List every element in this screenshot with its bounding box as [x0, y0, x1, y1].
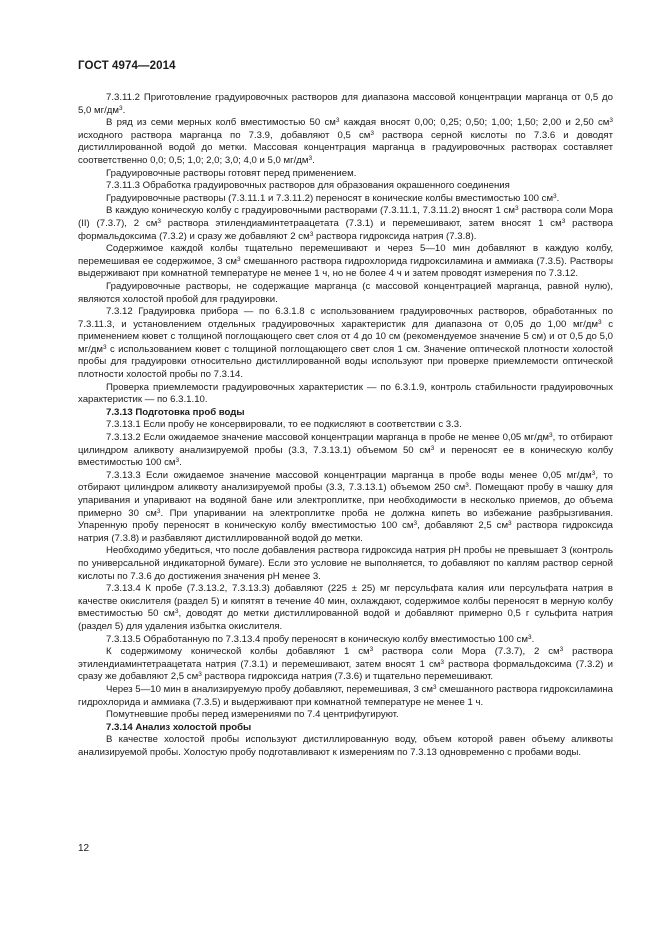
paragraph: Градуировочные растворы готовят перед применением. — [106, 167, 357, 179]
paragraph: Необходимо убедиться, что после добавления раствора гидроксида натрия pH пробы не превышает 3 (контроль по универсальной индикаторной бумаге). Если это условие не выполняется, то добавляют по каплям раствор серной кислоты по 7.3.6 до достижения значения pH менее 3. — [78, 545, 613, 582]
paragraph: Проверка приемлемости градуировочных характеристик — по 6.3.1.9, контроль стабильности градуировочных характеристик — по 6.3.1.10. — [78, 381, 613, 406]
paragraph: К содержимому конической колбы добавляют 1 $см^3$ раствора соли Мора (7.3.7), 2 $см^3$ раствора этилендиаминтетраацетата натрия (7.3.1) и перемешивают, затем вносят 1 $см^3$ раствора формальдоксима (7.3.2) и сразу же добавляют 2,5 $см^3$ раствора гидроксида натрия (7.3.6) и тщательно перемешивают. — [78, 646, 613, 683]
section-heading: 7.3.13 Подготовка проб воды — [106, 406, 245, 418]
paragraph: 7.3.13.3 Если ожидаемое значение массовой концентрации марганца в пробе воды менее 0,05 $мг/дм^3$, то отбирают цилиндром аликвоту анализируемой пробы (3.3, 7.3.13.1) объемом 250 $см^3$. Помещают пробу в чашку для упаривания и упаривают на водяной бане или электроплитке, при необходимости в несколько приемов, до объема примерно 30 $см^3$. При упаривании на электроплитке проба не должна кипеть во избежание разбрызгивания. Упаренную пробу переносят в коническую колбу вместимостью 100 $см^3$, добавляют 2,5 $см^3$ раствора гидроксида натрия (7.3.8) и разбавляют дистиллированной водой до метки. — [78, 469, 613, 544]
paragraph: 7.3.13.2 Если ожидаемое значение массовой концентрации марганца в пробе не менее 0,05 $мг/дм^3$, то отбирают цилиндром аликвоту анализируемой пробы (3.3, 7.3.13.1) объемом 50 $см^3$ и переносят ее в коническую колбу вместимостью 100 $см^3$. — [78, 432, 613, 469]
paragraph: 7.3.13.1 Если пробу не консервировали, то ее подкисляют в соответствии с 3.3. — [106, 419, 462, 431]
paragraph: 7.3.12 Градуировка прибора — по 6.3.1.8 с использованием градуировочных растворов, обработанных по 7.3.11.3, и установлением отдельных градуировочных характеристик для диапазона от 0,05 до 1,00 $мг/дм^3$ с применением кювет с толщиной поглощающего свет слоя от 4 до 10 см (рекомендуемое значение 5 см) и от 0,5 до 5,0 $мг/дм^3$ с использованием кювет с толщиной поглощающего свет слоя 1 см. Значение оптической плотности холостой пробы для градуировки относительно дистиллированной воды используют при проверке приемлемости оптической плотности холостой пробы по 7.3.14. — [78, 306, 613, 381]
paragraph: 7.3.11.3 Обработка градуировочных растворов для образования окрашенного соединения — [106, 180, 510, 192]
page-number: 12 — [78, 843, 90, 854]
paragraph: 7.3.13.4 К пробе (7.3.13.2, 7.3.13.3) добавляют (225 ± 25) мг персульфата калия или персульфата натрия в качестве окислителя (раздел 5) и кипятят в течение 40 мин, охлаждают, содержимое колбы переносят в мерную колбу вместимостью 50 $см^3$, доводят до метки дистиллированной водой и добавляют примерно 0,5 г сульфита натрия (раздел 5) для удаления избытка окислителя. — [78, 583, 613, 632]
paragraph: Помутневшие пробы перед измерениями по 7.4 центрифугируют. — [106, 709, 399, 721]
paragraph: Содержимое каждой колбы тщательно перемешивают и через 5—10 мин добавляют в каждую колбу, перемешивая ее содержимое, 3 $см^3$ смешанного раствора гидрохлорида гидроксиламина и аммиака (7.3.5). Растворы выдерживают при комнатной температуре не менее 1 ч, но не более 4 ч и затем проводят измерения по 7.3.12. — [78, 243, 613, 280]
paragraph: Через 5—10 мин в анализируемую пробу добавляют, перемешивая, 3 $см^3$ смешанного раствора гидроксиламина гидрохлорида и аммиака (7.3.5) и выдерживают при комнатной температуре не менее 1 ч. — [78, 683, 613, 708]
paragraph: Градуировочные растворы (7.3.11.1 и 7.3.11.2) переносят в конические колбы вместимостью 100 $см^3$. — [106, 192, 560, 204]
paragraph: В каждую коническую колбу с градуировочными растворами (7.3.11.1, 7.3.11.2) вносят 1 $см^3$ раствора соли Мора (II) (7.3.7), 2 $см^3$ раствора этилендиаминтетраацетата (7.3.1) и перемешивают, затем вносят 1 $см^3$ раствора формальдоксима (7.3.2) и сразу же добавляют 2 $см^3$ раствора гидроксида натрия (7.3.8). — [78, 205, 614, 242]
paragraph: В ряд из семи мерных колб вместимостью 50 $см^3$ каждая вносят 0,00; 0,25; 0,50; 1,00; 1,50; 2,00 и 2,50 $см^3$ исходного раствора марганца по 7.3.9, добавляют 0,5 $см^3$ раствора серной кислоты по 7.3.6 и доводят дистиллированной водой до метки. Массовая концентрация марганца в градуировочных растворах составляет соответственно 0,0; 0,5; 1,0; 2,0; 3,0; 4,0 и 5,0 $мг/дм^3$. — [78, 117, 613, 166]
section-heading: 7.3.14 Анализ холостой пробы — [106, 721, 252, 733]
paragraph: Градуировочные растворы, не содержащие марганца (с массовой концентрацией марганца, равной нулю), являются холостой пробой для градуировки. — [78, 280, 613, 305]
document-body — [78, 92, 613, 759]
paragraph: 7.3.11.2 Приготовление градуировочных растворов для диапазона массовой концентрации марганца от 0,5 до 5,0 $мг/дм^3$. — [78, 92, 613, 116]
paragraph: В качестве холостой пробы используют дистиллированную воду, объем которой равен объему аликвоты анализируемой пробы. Холостую пробу подготавливают к измерениям по 7.3.13 одновременно с пробами воды. — [78, 734, 613, 758]
document-header: ГОСТ 4974—2014 — [78, 60, 176, 72]
paragraph: 7.3.13.5 Обработанную по 7.3.13.4 пробу переносят в коническую колбу вместимостью 100 $см^3$. — [106, 633, 535, 645]
